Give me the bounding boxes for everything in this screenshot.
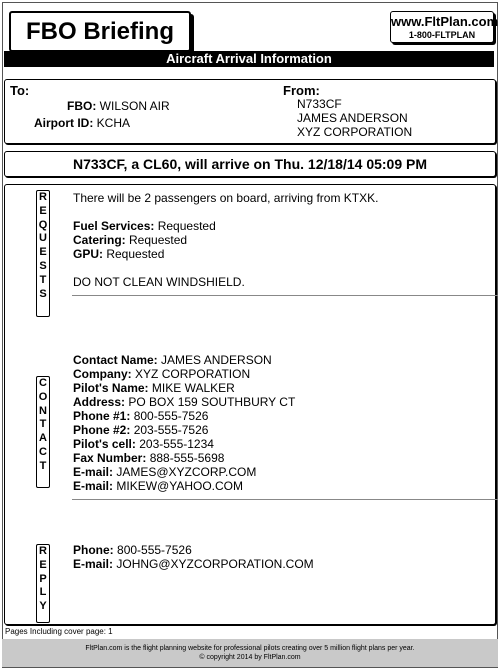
airport-value: KCHA — [96, 116, 131, 130]
contact-label: Fax Number: — [73, 451, 147, 465]
side-letter: C — [39, 377, 47, 389]
request-item — [73, 233, 378, 247]
reply-value: 800-555-7526 — [117, 543, 192, 557]
fbo-row — [67, 99, 170, 113]
request-item — [73, 247, 378, 261]
address-box — [4, 79, 496, 144]
contact-label: Contact Name: — [73, 353, 158, 367]
contact-label: Pilot's cell: — [73, 437, 136, 451]
request-label: Catering: — [73, 233, 126, 247]
side-letter: R — [39, 191, 47, 203]
contact-value: MIKE WALKER — [151, 381, 235, 395]
side-letter: O — [38, 390, 48, 403]
brand-phone: 1-800-FLTPLAN — [408, 30, 476, 40]
footer-tagline: FltPlan.com is the flight planning website for professional pilots creating over 5 million flight plans per year. — [85, 645, 415, 652]
from-line: XYZ CORPORATION — [297, 125, 413, 139]
contact-item — [73, 451, 295, 465]
contact-value: 800-555-7526 — [133, 409, 209, 423]
contact-item — [73, 423, 295, 437]
request-value: Requested — [129, 233, 188, 247]
reply-item — [73, 543, 314, 557]
fbo-label: FBO: — [67, 99, 97, 113]
contact-item — [73, 367, 295, 381]
details-box — [4, 184, 496, 625]
contact-item — [73, 465, 295, 479]
side-letter: E — [39, 246, 47, 259]
side-letter: E — [39, 558, 47, 571]
from-line: JAMES ANDERSON — [297, 111, 408, 125]
contact-item — [73, 437, 295, 451]
side-letter: S — [39, 259, 47, 272]
contact-value: JAMES@XYZCORP.COM — [116, 465, 257, 479]
contact-value: 888-555-5698 — [149, 451, 225, 465]
reply-side-label — [36, 544, 50, 623]
section-banner: Aircraft Arrival Information — [4, 51, 494, 67]
airport-row — [34, 116, 130, 130]
request-label: Fuel Services: — [73, 219, 155, 233]
contact-value: XYZ CORPORATION — [135, 367, 251, 381]
brand-site: www.FltPlan.com — [391, 14, 499, 29]
brand-box — [390, 11, 499, 43]
requests-side-label — [36, 190, 50, 317]
request-value: Requested — [157, 219, 216, 233]
request-value: Requested — [106, 247, 165, 261]
side-letter: C — [39, 445, 47, 458]
reply-item — [73, 557, 314, 571]
side-letter: Q — [38, 218, 48, 231]
reply-label: E-mail: — [73, 557, 114, 571]
fbo-value: WILSON AIR — [99, 99, 170, 113]
reply-content — [73, 543, 314, 571]
section-divider — [72, 499, 498, 500]
contact-value: MIKEW@YAHOO.COM — [116, 479, 243, 493]
contact-label: Address: — [73, 395, 126, 409]
contact-item — [73, 479, 295, 493]
contact-label: Company: — [73, 367, 132, 381]
side-letter: Y — [39, 600, 47, 613]
contact-value: 203-555-1234 — [139, 437, 214, 451]
pages-note: Pages Including cover page: 1 — [5, 627, 113, 636]
airport-label: Airport ID: — [34, 116, 94, 130]
side-letter: R — [39, 545, 47, 557]
contact-label: E-mail: — [73, 479, 114, 493]
side-letter: P — [39, 572, 47, 585]
footer-bar — [2, 639, 498, 667]
contact-label: Pilot's Name: — [73, 381, 149, 395]
contact-item — [73, 381, 295, 395]
from-label: From: — [283, 83, 320, 98]
side-letter: T — [39, 273, 47, 286]
side-letter: S — [39, 287, 47, 300]
contact-label: Phone #2: — [73, 423, 131, 437]
from-line: N733CF — [297, 97, 342, 111]
to-label: To: — [10, 83, 30, 98]
contact-item — [73, 353, 295, 367]
side-letter: E — [39, 204, 47, 217]
side-letter: L — [39, 586, 47, 599]
side-letter: U — [39, 232, 47, 245]
contact-value: 203-555-7526 — [133, 423, 209, 437]
side-letter: T — [39, 418, 47, 431]
request-item — [73, 219, 378, 233]
contact-item — [73, 409, 295, 423]
side-letter: A — [39, 432, 47, 445]
request-label: GPU: — [73, 247, 103, 261]
footer-copyright: © copyright 2014 by FltPlan.com — [199, 654, 301, 661]
arrival-summary: N733CF, a CL60, will arrive on Thu. 12/18/14 05:09 PM — [4, 151, 496, 177]
contact-label: Phone #1: — [73, 409, 131, 423]
requests-content — [73, 191, 378, 289]
contact-item — [73, 395, 295, 409]
contact-label: E-mail: — [73, 465, 114, 479]
requests-intro: There will be 2 passengers on board, arriving from KTXK. — [73, 191, 379, 205]
from-lines — [297, 97, 412, 139]
contact-value: JAMES ANDERSON — [161, 353, 272, 367]
reply-value: JOHNG@XYZCORPORATION.COM — [116, 557, 314, 571]
contact-value: PO BOX 159 SOUTHBURY CT — [128, 395, 296, 409]
requests-note: DO NOT CLEAN WINDSHIELD. — [73, 275, 245, 289]
section-divider — [72, 295, 498, 296]
side-letter: N — [39, 404, 47, 417]
contact-content — [73, 353, 295, 493]
page-title: FBO Briefing — [9, 11, 191, 52]
reply-label: Phone: — [73, 543, 114, 557]
contact-side-label — [36, 376, 50, 488]
side-letter: T — [39, 459, 47, 472]
